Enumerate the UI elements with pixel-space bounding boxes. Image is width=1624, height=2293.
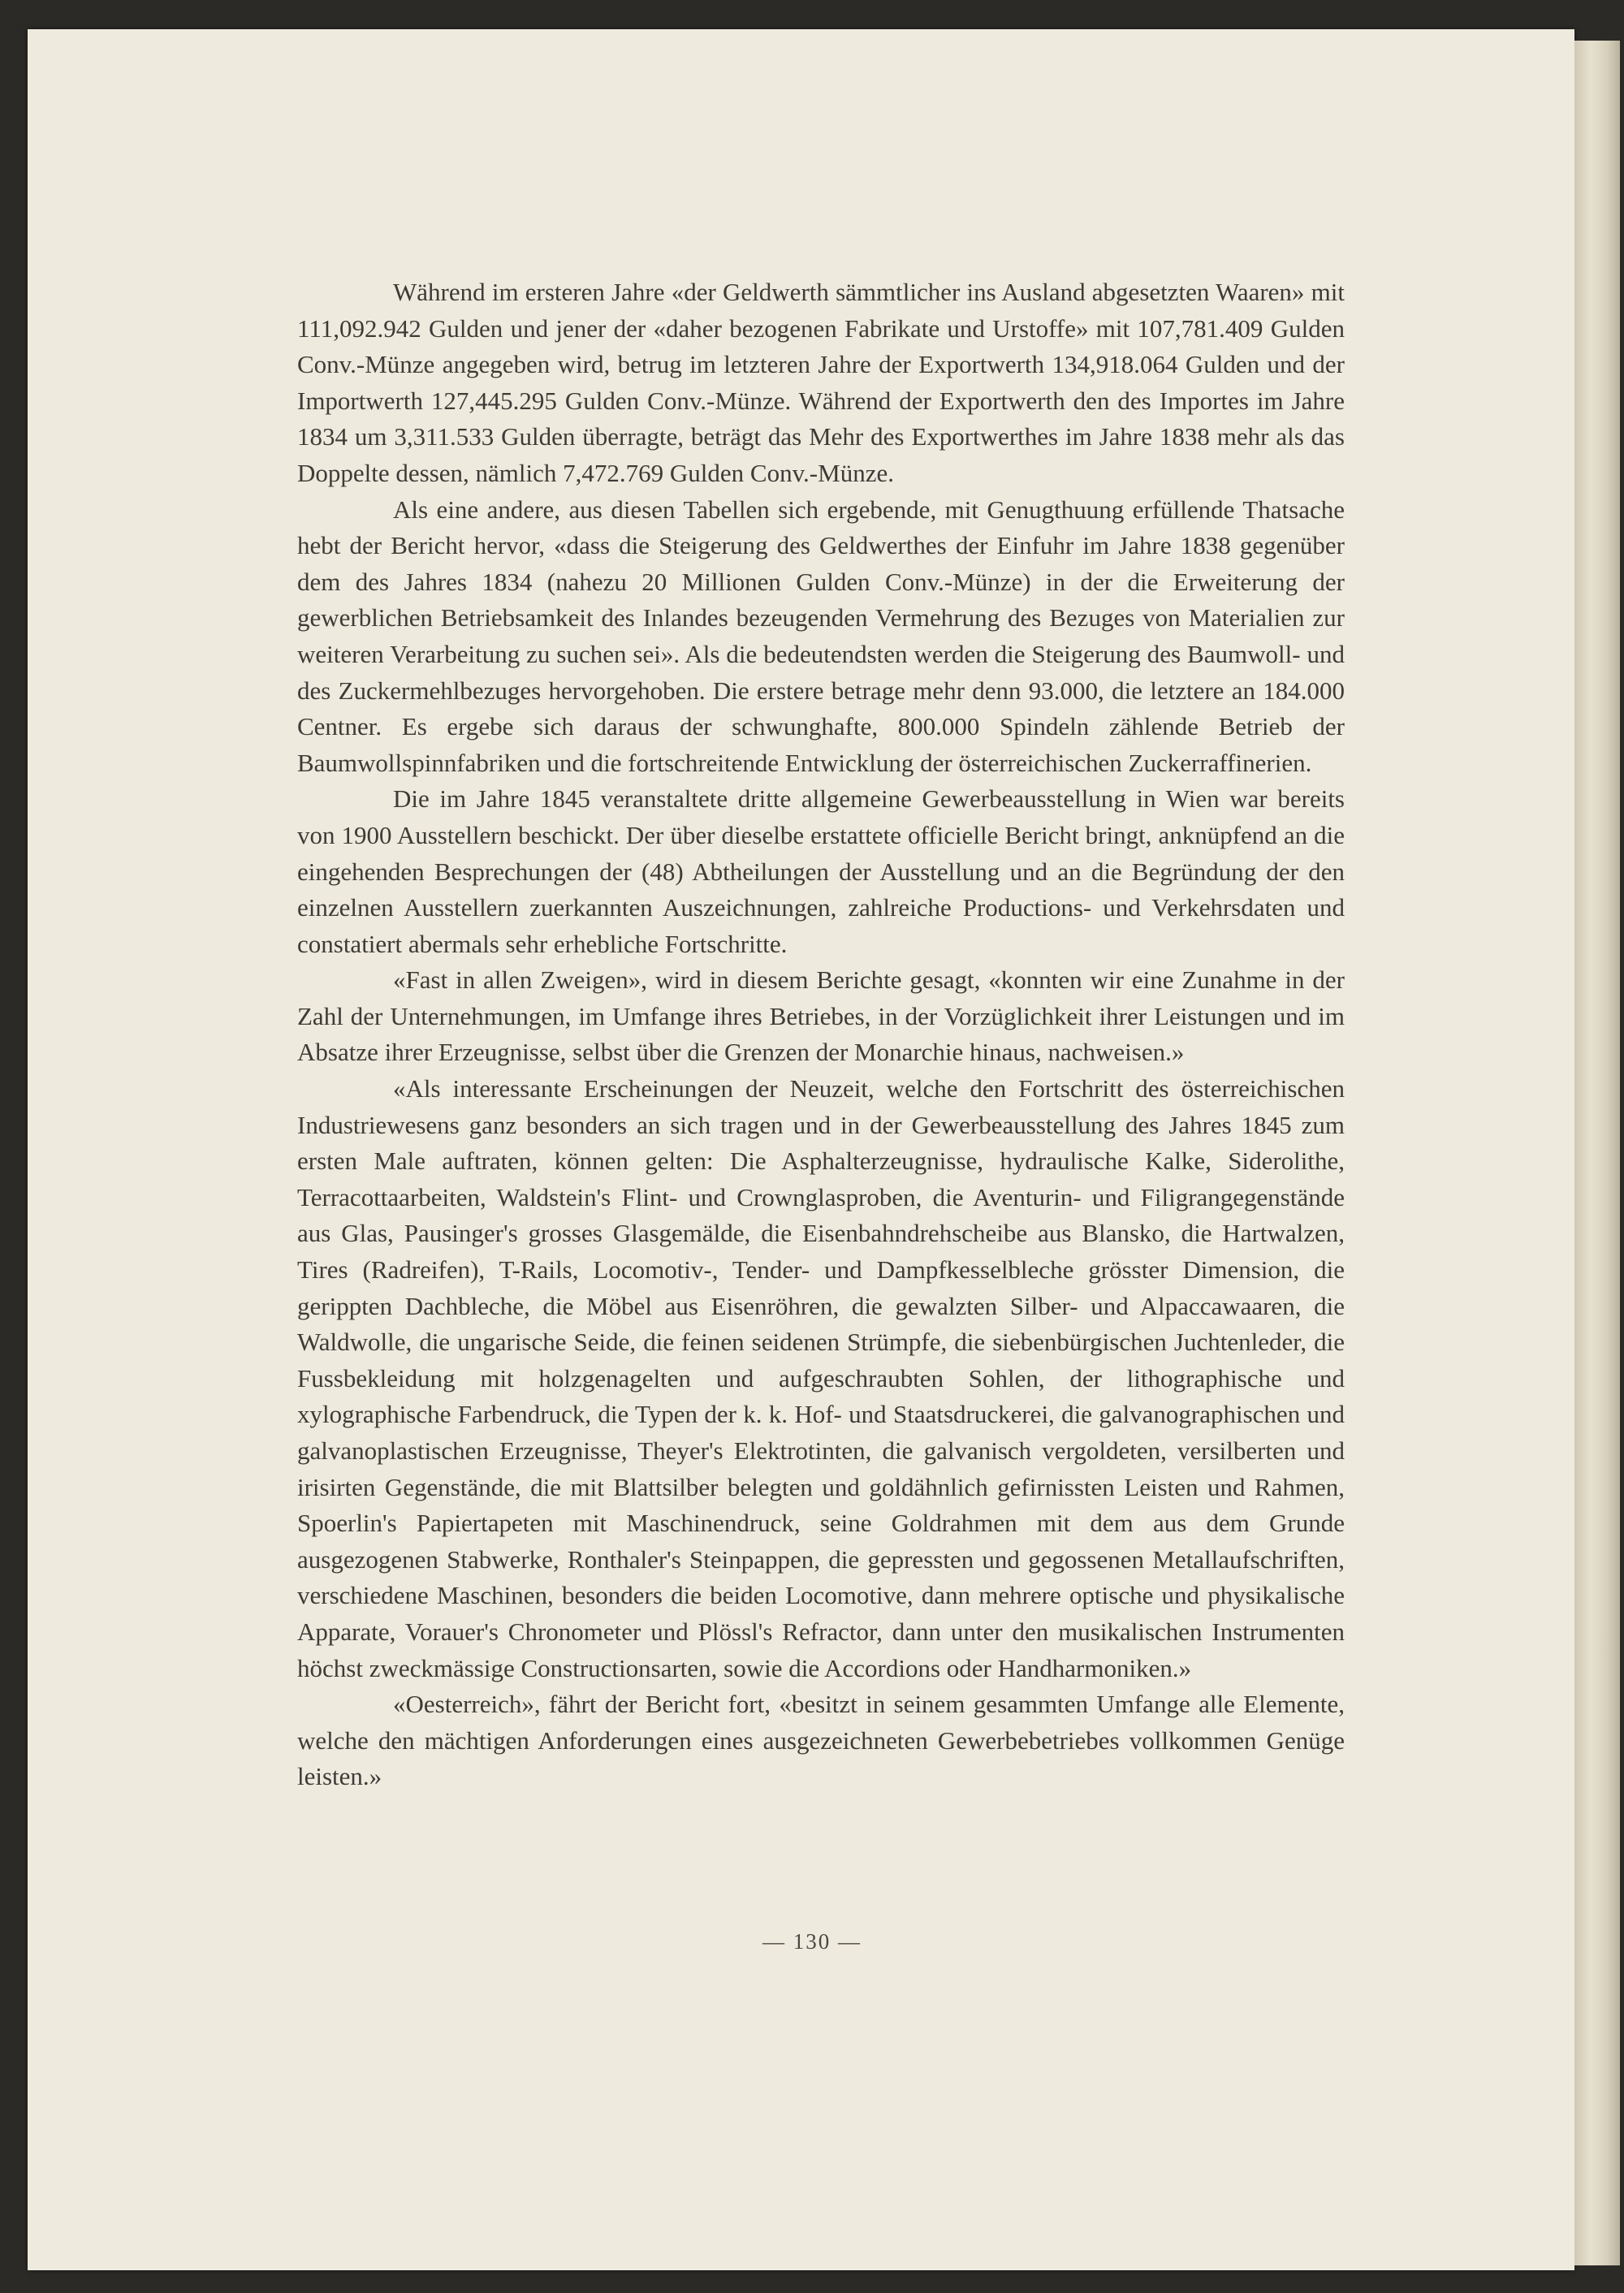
paragraph-5: «Als interessante Erscheinungen der Neuzeit, welche den Fortschritt des österreichischen Industriewesens ganz besonders an sich tragen und in der Gewerbeausstellung des Jahres 1845 zum ersten Male auftraten, können gelten: Die Asphalterzeugnisse, hydraulische Kalke, Siderolithe, Terracottaarbeiten, Waldstein's Flint- und Crownglasproben, die Aventurin- und Filigrangegenstände aus Glas, Pausinger's grosses Glasgemälde, die Eisenbahndrehscheibe aus Blansko, die Hartwalzen, Tires (Radreifen), T-Rails, Locomotiv-, Tender- und Dampfkesselbleche grösster Dimension, die gerippten Dachbleche, die Möbel aus Eisenröhren, die gewalzten Silber- und Alpaccawaaren, die Waldwolle, die ungarische Seide, die feinen seidenen Strümpfe, die siebenbürgischen Juchtenleder, die Fussbekleidung mit holzgenagelten und aufgeschraubten Sohlen, der lithographische und xylographische Farbendruck, die Typen der k. k. Hof- und Staatsdruckerei, die galvanographischen und galvanoplastischen Erzeugnisse, Theyer's Elektrotinten, die galvanisch vergoldeten, versilberten und irisirten Gegenstände, die mit Blattsilber belegten und goldähnlich gefirnissten Leisten und Rahmen, Spoerlin's Papiertapeten mit Maschinendruck, seine Goldrahmen mit dem aus dem Grunde ausgezogenen Stabwerke, Ronthaler's Steinpappen, die gepressten und gegossenen Metallaufschriften, verschiedene Maschinen, besonders die beiden Locomotive, dann mehrere optische und physikalische Apparate, Vorauer's Chronometer und Plössl's Refractor, dann unter den musikalischen Instrumenten höchst zweckmässige Constructionsarten, sowie die Accordions oder Handharmoniken.» [297, 1074, 1345, 1682]
page-number: — 130 — [762, 1929, 862, 1954]
paragraph-4: «Fast in allen Zweigen», wird in diesem Berichte gesagt, «konnten wir eine Zunahme in der Zahl der Unternehmungen, im Umfange ihres Betriebes, in der Vorzüglichkeit ihrer Leistungen und im Absatze ihrer Erzeugnisse, selbst über die Grenzen der Monarchie hinaus, nachweisen.» [297, 965, 1345, 1067]
paragraph-3: Die im Jahre 1845 veranstaltete dritte allgemeine Gewerbeausstellung in Wien war bereits von 1900 Ausstellern beschickt. Der über dieselbe erstattete officielle Bericht bringt, anknüpfend an die eingehenden Besprechungen der (48) Abtheilungen der Ausstellung und an die Begründung der den einzelnen Ausstellern zuerkannten Auszeichnungen, zahlreiche Productions- und Verkehrsdaten und constatiert abermals sehr erhebliche Fortschritte. [297, 784, 1345, 958]
paragraph-2: Als eine andere, aus diesen Tabellen sich ergebende, mit Genugthuung erfüllende Thatsache hebt der Bericht hervor, «dass die Steigerung des Geldwerthes der Einfuhr im Jahre 1838 gegenüber dem des Jahres 1834 (nahezu 20 Millionen Gulden Conv.-Münze) in der die Erweiterung der gewerblichen Betriebsamkeit des Inlandes bezeugenden Vermehrung des Bezuges von Materialien zur weiteren Verarbeitung zu suchen sei». Als die bedeutendsten werden die Steigerung des Baumwoll- und des Zuckermehlbezuges hervorgehoben. Die erstere betrage mehr denn 93.000, die letztere an 184.000 Centner. Es ergebe sich daraus der schwunghafte, 800.000 Spindeln zählende Betrieb der Baumwollspinnfabriken und die fortschreitende Entwicklung der österreichischen Zuckerraffinerien. [297, 494, 1345, 777]
paragraph-6: «Oesterreich», fährt der Bericht fort, «besitzt in seinem gesammten Umfange alle Elemente, welche den mächtigen Anforderungen eines ausgezeichneten Gewerbebetriebes vollkommen Genüge leisten.» [297, 1690, 1345, 1791]
paragraph-1: Während im ersteren Jahre «der Geldwerth sämmtlicher ins Ausland abgesetzten Waaren» mit 111,092.942 Gulden und jener der «daher bezogenen Fabrikate und Urstoffe» mit 107,781.409 Gulden Conv.-Münze angegeben wird, betrug im letzteren Jahre der Exportwerth 134,918.064 Gulden und der Importwerth 127,445.295 Gulden Conv.-Münze. Während der Exportwerth den des Importes im Jahre 1834 um 3,311.533 Gulden überragte, beträgt das Mehr des Exportwerthes im Jahre 1838 mehr als das Doppelte dessen, nämlich 7,472.769 Gulden Conv.-Münze. [297, 278, 1345, 487]
body-text [297, 274, 1345, 1795]
